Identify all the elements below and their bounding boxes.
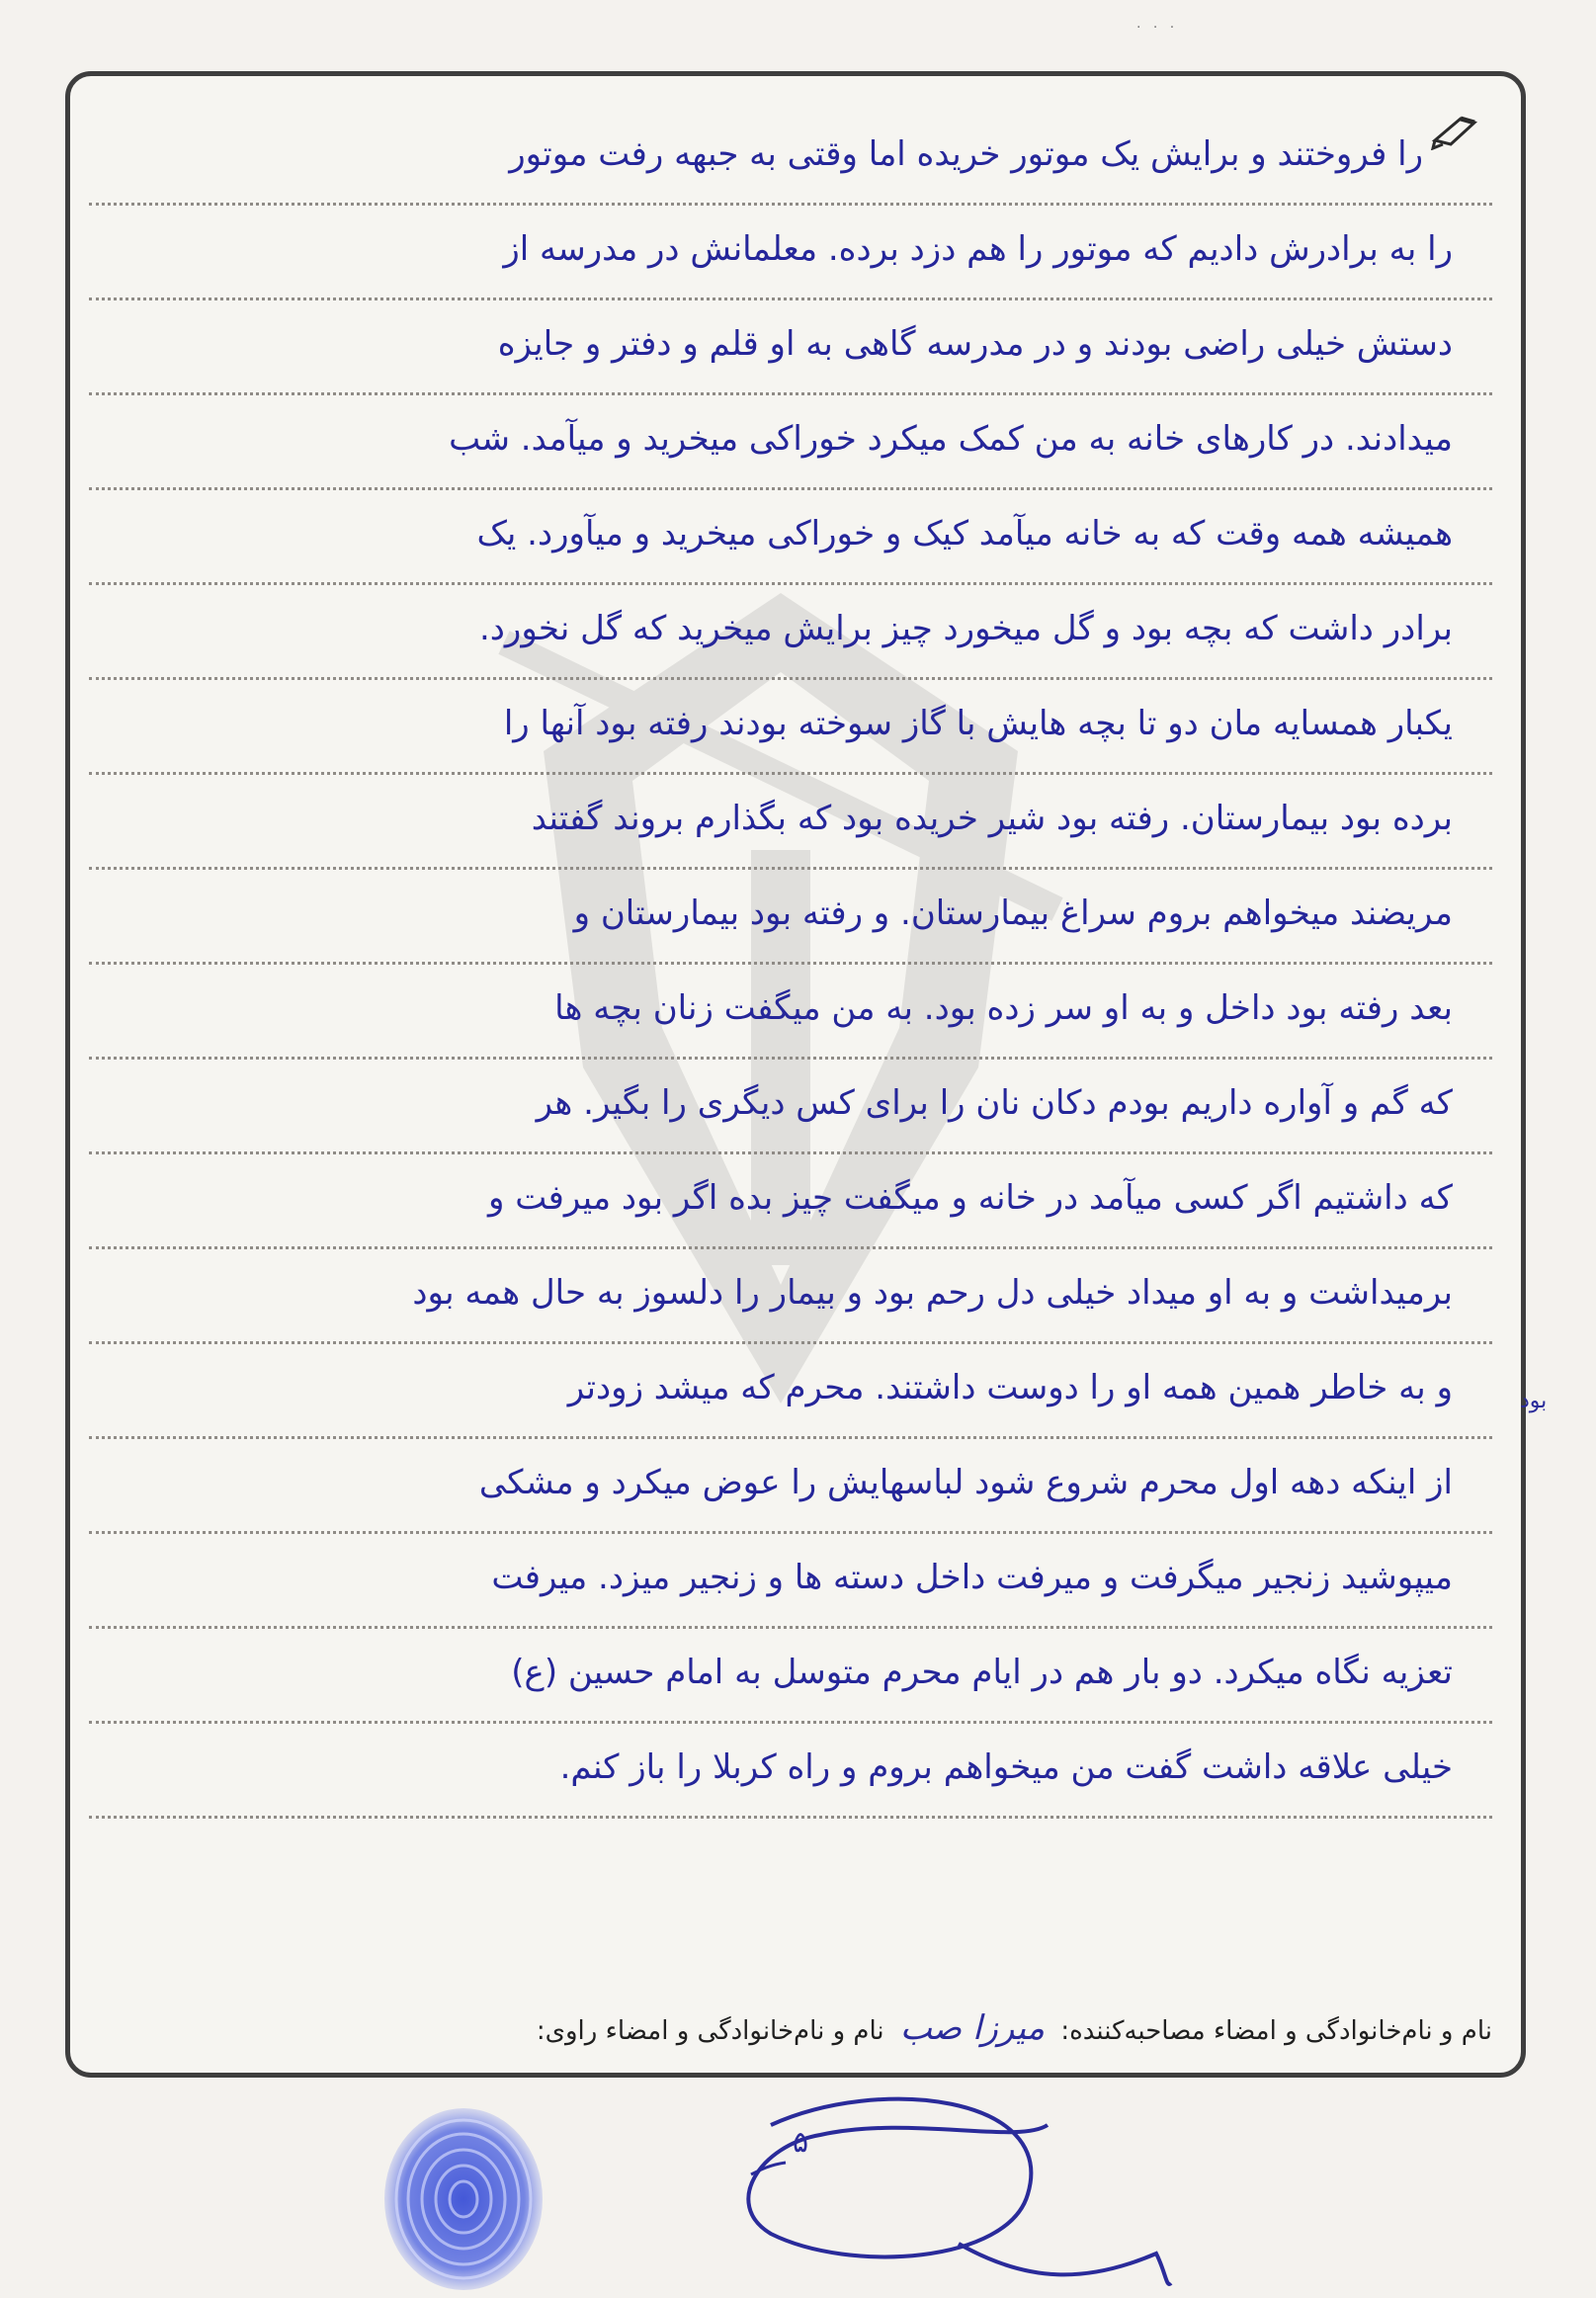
text-line: را فروختند و برایش یک موتور خریده اما وقتی به جبهه رفت موتور — [89, 111, 1492, 206]
handwritten-lines — [89, 111, 1492, 1819]
interviewer-signature: میرزا صب — [899, 2008, 1046, 2048]
narrator-label: نام و نام‌خانوادگی و امضاء راوی: — [536, 2016, 884, 2046]
margin-note: بود — [1520, 1389, 1548, 1413]
text-line: که داشتیم اگر کسی میآمد در خانه و میگفت چیز بده اگر بود میرفت و — [89, 1154, 1492, 1249]
text-line: که گم و آواره داریم بودم دکان نان را برای کس دیگری را بگیر. هر — [89, 1060, 1492, 1154]
text-line: را به برادرش دادیم که موتور را هم دزد برده. معلمانش در مدرسه از — [89, 206, 1492, 300]
text-line: میپوشید زنجیر میگرفت و میرفت داخل دسته ها و زنجیر میزد. میرفت — [89, 1534, 1492, 1629]
text-line: مریضند میخواهم بروم سراغ بیمارستان. و رفته بود بیمارستان و — [89, 870, 1492, 965]
text-line: از اینکه دهه اول محرم شروع شود لباسهایش را عوض میکرد و مشکی — [89, 1439, 1492, 1534]
fingerprint-icon — [379, 2105, 547, 2293]
text-line: دستش خیلی راضی بودند و در مدرسه گاهی به او قلم و دفتر و جایزه — [89, 300, 1492, 395]
text-line: و به خاطر همین همه او را دوست داشتند. محرم که میشد زودتر — [89, 1344, 1492, 1439]
text-line: برادر داشت که بچه بود و گل میخورد چیز برایش میخرید که گل نخورد. — [89, 585, 1492, 680]
interviewer-label: نام و نام‌خانوادگی و امضاء مصاحبه‌کننده: — [1060, 2016, 1492, 2046]
text-line: خیلی علاقه داشت گفت من میخواهم بروم و راه کربلا را باز کنم. — [89, 1724, 1492, 1819]
text-line: میدادند. در کارهای خانه به من کمک میکرد خوراکی میخرید و میآمد. شب — [89, 395, 1492, 490]
signature-footer — [109, 1999, 1492, 2058]
text-line: بعد رفته بود داخل و به او سر زده بود. به من میگفت زنان بچه ها — [89, 965, 1492, 1060]
text-line: یکبار همسایه مان دو تا بچه هایش با گاز سوخته بودند رفته بود آنها را — [89, 680, 1492, 775]
text-line: برده بود بیمارستان. رفته بود شیر خریده بود که بگذارم بروند گفتند — [89, 775, 1492, 870]
text-line: برمیداشت و به او میداد خیلی دل رحم بود و بیمار را دلسوز به حال همه بود — [89, 1249, 1492, 1344]
text-line: تعزیه نگاه میکرد. دو بار هم در ایام محرم متوسل به امام حسین (ع) — [89, 1629, 1492, 1724]
page-number: ۵ — [792, 2125, 809, 2160]
text-line: همیشه همه وقت که به خانه میآمد کیک و خوراکی میخرید و میآورد. یک — [89, 490, 1492, 585]
top-mark: · · · — [1136, 20, 1179, 36]
signature-icon — [731, 2085, 1206, 2293]
